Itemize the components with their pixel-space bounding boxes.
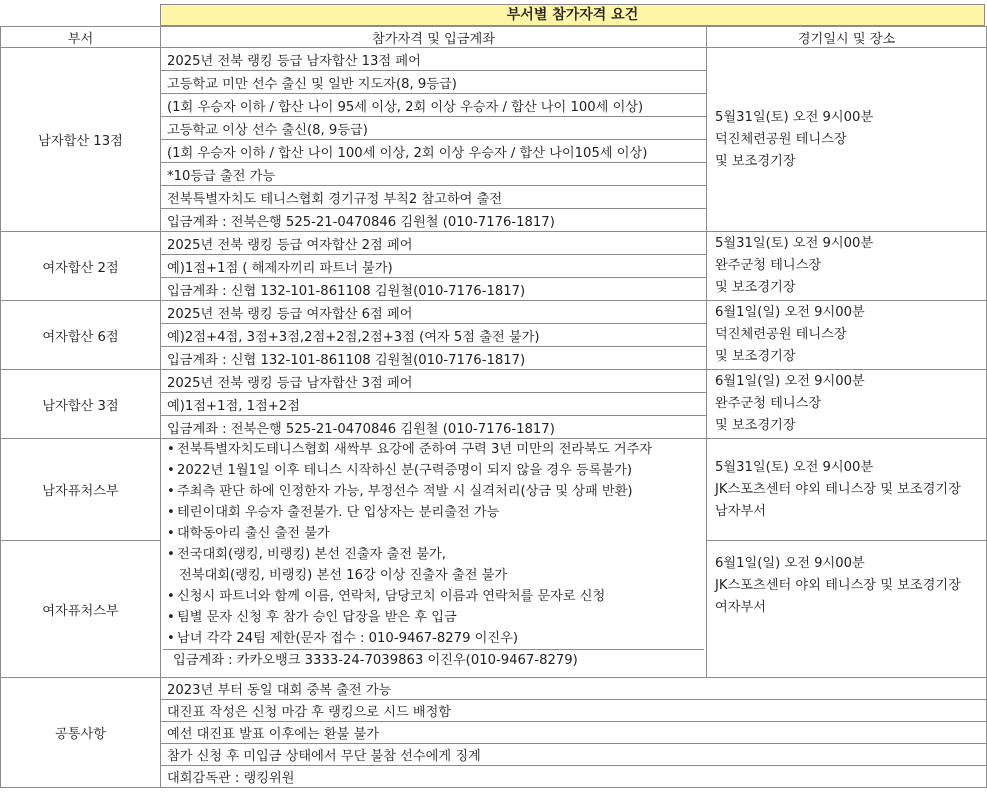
schedule-line: 6월1일(일) 오전 9시00분 (715, 305, 865, 320)
bullet-item (167, 439, 700, 460)
schedule-line: 5월31일(토) 오전 9시00분 (715, 109, 874, 125)
requirement-line: 예)1점+1점, 1점+2점 (161, 393, 707, 416)
requirement-line: (1회 우승자 이하 / 합산 나이 95세 이상, 2회 이상 우승자 / 합산 나이 100세 이상) (161, 94, 707, 117)
bullet-text: 주최측 판단 하에 인정한자 가능, 부정선수 적발 시 실격처리(상금 및 상패 반환) (177, 484, 633, 499)
schedule-men-futures (707, 439, 987, 541)
schedule-line: 5월31일(토) 오전 9시00분 (715, 236, 874, 251)
schedule-line: 및 보조경기장 (715, 349, 796, 364)
table-row (1, 439, 987, 541)
header-schedule: 경기일시 및 장소 (707, 27, 987, 48)
dept-women-futures: 여자퓨처스부 (1, 541, 161, 678)
table-row (1, 48, 987, 71)
dept-women-6: 여자합산 6점 (1, 301, 161, 370)
table-row (1, 301, 987, 324)
bullet-text: 대학동아리 출신 출전 불가 (177, 526, 330, 541)
requirement-line: 입금계좌 : 전북은행 525-21-0470846 김원철 (010-7176-1817) (161, 416, 707, 439)
requirement-line: 2025년 전북 랭킹 등급 여자합산 2점 페어 (161, 232, 707, 255)
dept-common: 공통사항 (1, 678, 161, 788)
dept-men-futures: 남자퓨처스부 (1, 439, 161, 541)
schedule-line: 덕진체련공원 테니스장 (715, 327, 847, 342)
bullet-icon: • (167, 610, 175, 625)
schedule-line: 및 보조경기장 (715, 153, 796, 169)
bullet-item (167, 523, 700, 544)
table-row (1, 232, 987, 255)
bullet-icon: • (167, 526, 175, 541)
table-row (1, 678, 987, 700)
bullet-item (167, 460, 700, 481)
common-line: 대진표 작성은 신청 마감 후 랭킹으로 시드 배정함 (161, 700, 987, 722)
bullet-item (167, 607, 700, 628)
common-line: 예선 대진표 발표 이후에는 환불 불가 (161, 722, 987, 744)
schedule-line: 및 보조경기장 (715, 280, 796, 295)
bullet-item (167, 502, 700, 523)
bullet-text: 신청시 파트너와 함께 이름, 연락처, 담당코치 이름과 연락처를 문자로 신청 (177, 589, 606, 604)
bullet-item (167, 628, 700, 649)
dept-men-3: 남자합산 3점 (1, 370, 161, 439)
requirement-line: 입금계좌 : 전북은행 525-21-0470846 김원철 (010-7176-1817) (161, 209, 707, 232)
common-line: 참가 신청 후 미입금 상태에서 무단 불참 선수에게 징계 (161, 744, 987, 766)
table-title: 부서별 참가자격 요건 (160, 4, 985, 26)
schedule-line: 완주군청 테니스장 (715, 258, 822, 273)
schedule-men-13 (707, 48, 987, 232)
schedule-line: 덕진체련공원 테니스장 (715, 131, 847, 147)
schedule-line: 남자부서 (715, 503, 766, 519)
schedule-men-3 (707, 370, 987, 439)
bullet-text: 2022년 1월1일 이후 테니스 시작하신 분(구력증명이 되지 않을 경우 등록불가) (177, 463, 633, 478)
bullet-text: 테린이대회 우승자 출전불가. 단 입상자는 분리출전 가능 (177, 505, 500, 520)
bullet-text: 팀별 문자 신청 후 참가 승인 답장을 받은 후 입금 (177, 610, 457, 625)
schedule-line: 5월31일(토) 오전 9시00분 (715, 459, 874, 475)
header-row (1, 27, 987, 48)
common-line: 2023년 부터 동일 대회 중복 출전 가능 (161, 678, 987, 700)
requirement-line: 입금계좌 : 신협 132-101-861108 김원철(010-7176-1817) (161, 347, 707, 370)
requirement-line: 2025년 전북 랭킹 등급 남자합산 13점 페어 (161, 48, 707, 71)
requirement-line: 고등학교 이상 선수 출신(8, 9등급) (161, 117, 707, 140)
requirement-line: 입금계좌 : 신협 132-101-861108 김원철(010-7176-1817) (161, 278, 707, 301)
requirement-line: 고등학교 미만 선수 출신 및 일반 지도자(8, 9등급) (161, 71, 707, 94)
table-row (1, 370, 987, 393)
dept-men-13: 남자합산 13점 (1, 48, 161, 232)
schedule-women-futures (707, 541, 987, 678)
schedule-line: JK스포츠센터 야외 테니스장 및 보조경기장 (715, 481, 961, 497)
bullet-text: 남녀 각각 24팀 제한(문자 접수 : 010-9467-8279 이진우) (177, 631, 519, 646)
requirement-line: (1회 우승자 이하 / 합산 나이 100세 이상, 2회 이상 우승자 / 합산 나이105세 이상) (161, 140, 707, 163)
schedule-line: 여자부서 (715, 600, 766, 615)
schedule-line: 완주군청 테니스장 (715, 396, 822, 411)
bullet-text: 전북특별자치도테니스협회 새싹부 요강에 준하여 구력 3년 미만의 전라북도 거주자 (177, 442, 653, 457)
bullet-icon: • (167, 505, 175, 520)
common-line: 대회감독관 : 랭킹위원 (161, 766, 987, 788)
requirement-line: 2025년 전북 랭킹 등급 여자합산 6점 페어 (161, 301, 707, 324)
schedule-women-6 (707, 301, 987, 370)
bullet-continuation: 전북대회(랭킹, 비랭킹) 본선 16강 이상 진출자 출전 불가 (179, 568, 508, 583)
requirement-line: 전북특별자치도 테니스협회 경기규정 부칙2 참고하여 출전 (161, 186, 707, 209)
schedule-line: 6월1일(일) 오전 9시00분 (715, 556, 865, 571)
bullet-icon: • (167, 442, 175, 457)
schedule-line: JK스포츠센터 야외 테니스장 및 보조경기장 (715, 578, 961, 593)
bullet-text: 전국대회(랭킹, 비랭킹) 본선 진출자 출전 불가, (177, 547, 446, 562)
bullet-icon: • (167, 484, 175, 499)
requirement-line: *10등급 출전 가능 (161, 163, 707, 186)
schedule-line: 및 보조경기장 (715, 418, 796, 433)
requirement-line: 예)2점+4점, 3점+3점,2점+2점,2점+3점 (여자 5점 출전 불가) (161, 324, 707, 347)
header-requirements: 참가자격 및 입금계좌 (161, 27, 707, 48)
schedule-women-2 (707, 232, 987, 301)
bullet-icon: • (167, 547, 175, 562)
bullet-icon: • (167, 631, 175, 646)
bullet-icon: • (167, 589, 175, 604)
bullet-item (167, 544, 700, 565)
requirements-table (0, 26, 987, 788)
dept-women-2: 여자합산 2점 (1, 232, 161, 301)
futures-requirements (161, 439, 707, 678)
futures-account: 입금계좌 : 카카오뱅크 3333-24-7039863 이진우(010-9467-8279) (163, 649, 704, 671)
bullet-item (167, 481, 700, 502)
header-dept: 부서 (1, 27, 161, 48)
requirement-line: 2025년 전북 랭킹 등급 남자합산 3점 페어 (161, 370, 707, 393)
bullet-item (167, 586, 700, 607)
schedule-line: 6월1일(일) 오전 9시00분 (715, 374, 865, 389)
requirement-line: 예)1점+1점 ( 해제자끼리 파트너 불가) (161, 255, 707, 278)
bullet-icon: • (167, 463, 175, 478)
